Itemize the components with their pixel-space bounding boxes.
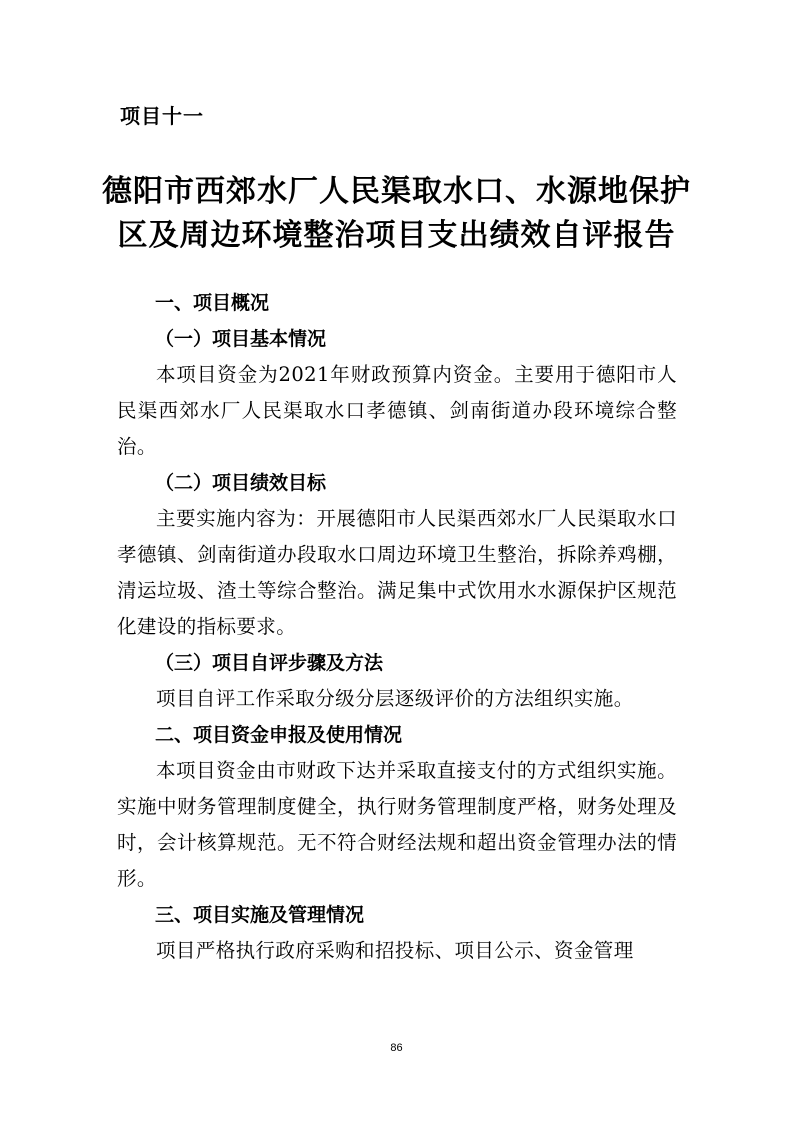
section-2-heading: 二、项目资金申报及使用情况	[155, 724, 403, 746]
page-number: 86	[390, 1042, 403, 1054]
project-label: 项目十一	[120, 104, 204, 128]
section-1-heading: 一、项目概况	[155, 292, 270, 314]
section-2-paragraph: 本项目资金由市财政下达并采取直接支付的方式组织实施。实施中财务管理制度健全，执行财务管理制度严格，财务处理及时，会计核算规范。无不符合财经法规和超出资金管理办法的情形。	[117, 759, 677, 890]
section-1-2-paragraph: 主要实施内容为：开展德阳市人民渠西郊水厂人民渠取水口孝德镇、剑南街道办段取水口周边环境卫生整治，拆除养鸡棚，清运垃圾、渣土等综合整治。满足集中式饮用水水源保护区规范化建设的指标要求。	[117, 507, 677, 638]
section-3-paragraph: 项目严格执行政府采购和招投标、项目公示、资金管理	[156, 939, 634, 962]
document-title-line-2: 区及周边环境整治项目支出绩效自评报告	[117, 218, 676, 253]
section-1-1-heading: （一）项目基本情况	[155, 328, 327, 350]
section-3-heading: 三、项目实施及管理情况	[155, 904, 365, 926]
document-body	[117, 285, 677, 969]
section-1-3-paragraph: 项目自评工作采取分级分层逐级评价的方法组织实施。	[156, 687, 634, 710]
section-1-1-paragraph: 本项目资金为2021年财政预算内资金。主要用于德阳市人民渠西郊水厂人民渠取水口孝德镇、剑南街道办段环境综合整治。	[117, 363, 677, 458]
document-title-line-1: 德阳市西郊水厂人民渠取水口、水源地保护	[102, 174, 691, 209]
document-title	[100, 170, 693, 258]
section-1-3-heading: （三）项目自评步骤及方法	[155, 652, 384, 674]
section-1-2-heading: （二）项目绩效目标	[155, 472, 327, 494]
